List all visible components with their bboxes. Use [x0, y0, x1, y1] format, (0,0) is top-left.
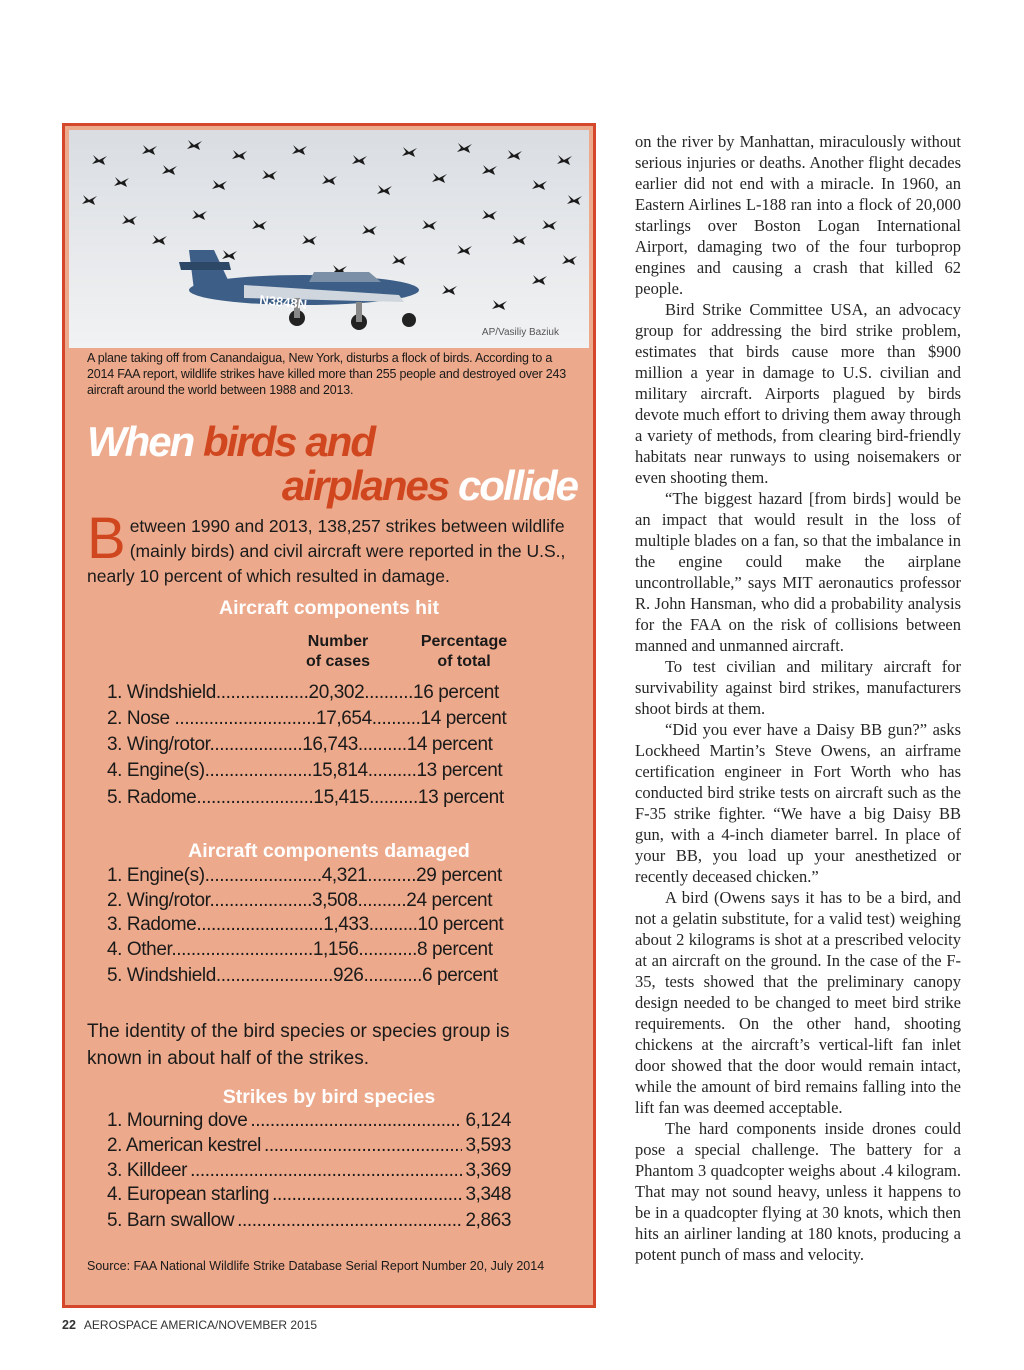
article-paragraph: A bird (Owens says it has to be a bird, and not a gelatin substitute, for a valid test) weighing about 2 kilograms is shot at a prescribed velocity at an aircraft on the ground. In the case of the F-35, tests showed that the preliminary canopy design needed to be changed to meet bird strike requirements. On the other hand, shooting chickens at the aircraft’s vertical-lift fan inlet door showed that the door would remain intact, while the amount of bird remains falling into the lift fan was deemed acceptable.	[635, 888, 961, 1117]
species-intro: The identity of the bird species or species group is known in about half of the strikes.	[87, 1021, 510, 1069]
article-paragraph: “Did you ever have a Daisy BB gun?” asks Lockheed Martin’s Steve Owens, an airframe certification engineer in Fort Worth who has conducted bird strike tests on aircraft such as the F-35 strike fighter. “We have a big Daisy BB gun, with a 4-inch diameter barrel. In place of your BB, you load up your anesthetized or recently deceased chicken.”	[635, 720, 961, 886]
hit-section-title: Aircraft components hit	[219, 597, 439, 619]
damaged-row: 5. Windshield........................926............6 percent	[107, 965, 498, 986]
plane-bird-photo	[69, 130, 589, 348]
damaged-row: 3. Radome..........................1,433..........10 percent	[107, 914, 504, 935]
hit-row: 4. Engine(s)......................15,814..........13 percent	[107, 760, 503, 781]
sidebar-headline	[87, 419, 577, 509]
hit-row: 3. Wing/rotor...................16,743..........14 percent	[107, 734, 493, 755]
page-number: 22	[62, 1318, 76, 1332]
publication-name: AEROSPACE AMERICA/NOVEMBER 2015	[83, 1318, 318, 1332]
article-paragraph: Bird Strike Committee USA, an advocacy group for addressing the bird strike problem, estimates that birds cause more than $900 million a year in damage to U.S. civilian and military aircraft. Airports plagued by birds devote much effort to driving them away through a variety of methods, from clearing bird-friendly habitats near runways to using noisemakers or even shooting them.	[635, 300, 961, 487]
damaged-row: 2. Wing/rotor.....................3,508..........24 percent	[107, 890, 493, 911]
sidebar-box	[62, 123, 596, 1308]
headline-word-birds: birds and	[202, 418, 375, 465]
damaged-section-title: Aircraft components damaged	[188, 840, 470, 862]
photo-credit: AP/Vasiliy Baziuk	[481, 327, 559, 338]
article-paragraph: “The biggest hazard [from birds] would be an impact that would result in the loss of multiple blades on a fan, so that the imbalance in the engine could make the airplane uncontrollable,” says MIT aeronautics professor R. John Hansman, who did a probability analysis for the FAA on the risk of collisions between manned and unmanned aircraft.	[635, 489, 961, 655]
source-note: Source: FAA National Wildlife Strike Database Serial Report Number 20, July 2014	[87, 1259, 545, 1273]
headline-word-airplanes: airplanes	[281, 462, 449, 509]
species-row: 5. Barn swallow ..... 2,863	[107, 1210, 511, 1232]
species-row: 3. Killdeer ..... 3,369	[107, 1160, 511, 1182]
photo-caption: A plane taking off from Canandaigua, New York, disturbs a flock of birds. According to a 2014 FAA report, wildlife strikes have killed more than 255 people and destroyed over 243 aircraft around the world between 1988 and 2013.	[87, 351, 567, 397]
species-row: 2. American kestrel ..... 3,593	[107, 1135, 511, 1157]
hit-row: 2. Nose .............................17,654..........14 percent	[107, 708, 507, 729]
intro-text: etween 1990 and 2013, 138,257 strikes between wildlife (mainly birds) and civil aircraft were reported in the U.S., nearly 10 percent of which resulted in damage.	[87, 516, 566, 586]
photo-illustration	[69, 130, 589, 348]
hit-row: 5. Radome........................15,415..........13 percent	[107, 787, 504, 808]
article-paragraph: The hard components inside drones could pose a special challenge. The battery for a Phantom 3 quadcopter weighs about .4 kilogram. That may not sound heavy, unless it happens to be in a quadcopter flying at 30 knots, which then hits an airliner landing at 180 knots, producing a potent punch of mass and velocity.	[635, 1119, 961, 1264]
drop-cap: B	[87, 506, 126, 571]
damaged-row: 1. Engine(s)........................4,321..........29 percent	[107, 865, 502, 886]
headline-word-collide: collide	[457, 462, 577, 509]
headline-word-when: When	[87, 418, 194, 465]
article-paragraph: on the river by Manhattan, miraculously without serious injuries or deaths. Another flight decades earlier did not end with a miracle. In 1960, an Eastern Airlines L-188 ran into a flock of 20,000 starlings over Boston Logan International Airport, damaging two of the four turboprop engines and causing a crash that killed 62 people.	[635, 132, 961, 298]
article-paragraph: To test civilian and military aircraft for survivability against bird strikes, manufacturers shoot birds at them.	[635, 657, 961, 718]
species-row: 4. European starling ..... 3,348	[107, 1184, 511, 1206]
plane-registration: N3848N	[258, 292, 308, 312]
species-row: 1. Mourning dove ..... 6,124	[107, 1110, 511, 1132]
damaged-row: 4. Other.............................1,156............8 percent	[107, 939, 493, 960]
col-head-percentage: Percentage of total	[420, 633, 508, 670]
species-section-title: Strikes by bird species	[222, 1086, 436, 1108]
page-footer	[62, 1318, 317, 1332]
sidebar-intro	[87, 506, 567, 589]
article-column	[635, 131, 961, 1265]
col-head-number: Number of cases	[305, 633, 371, 670]
plane	[179, 250, 419, 330]
hit-row: 1. Windshield...................20,302..........16 percent	[107, 682, 499, 703]
